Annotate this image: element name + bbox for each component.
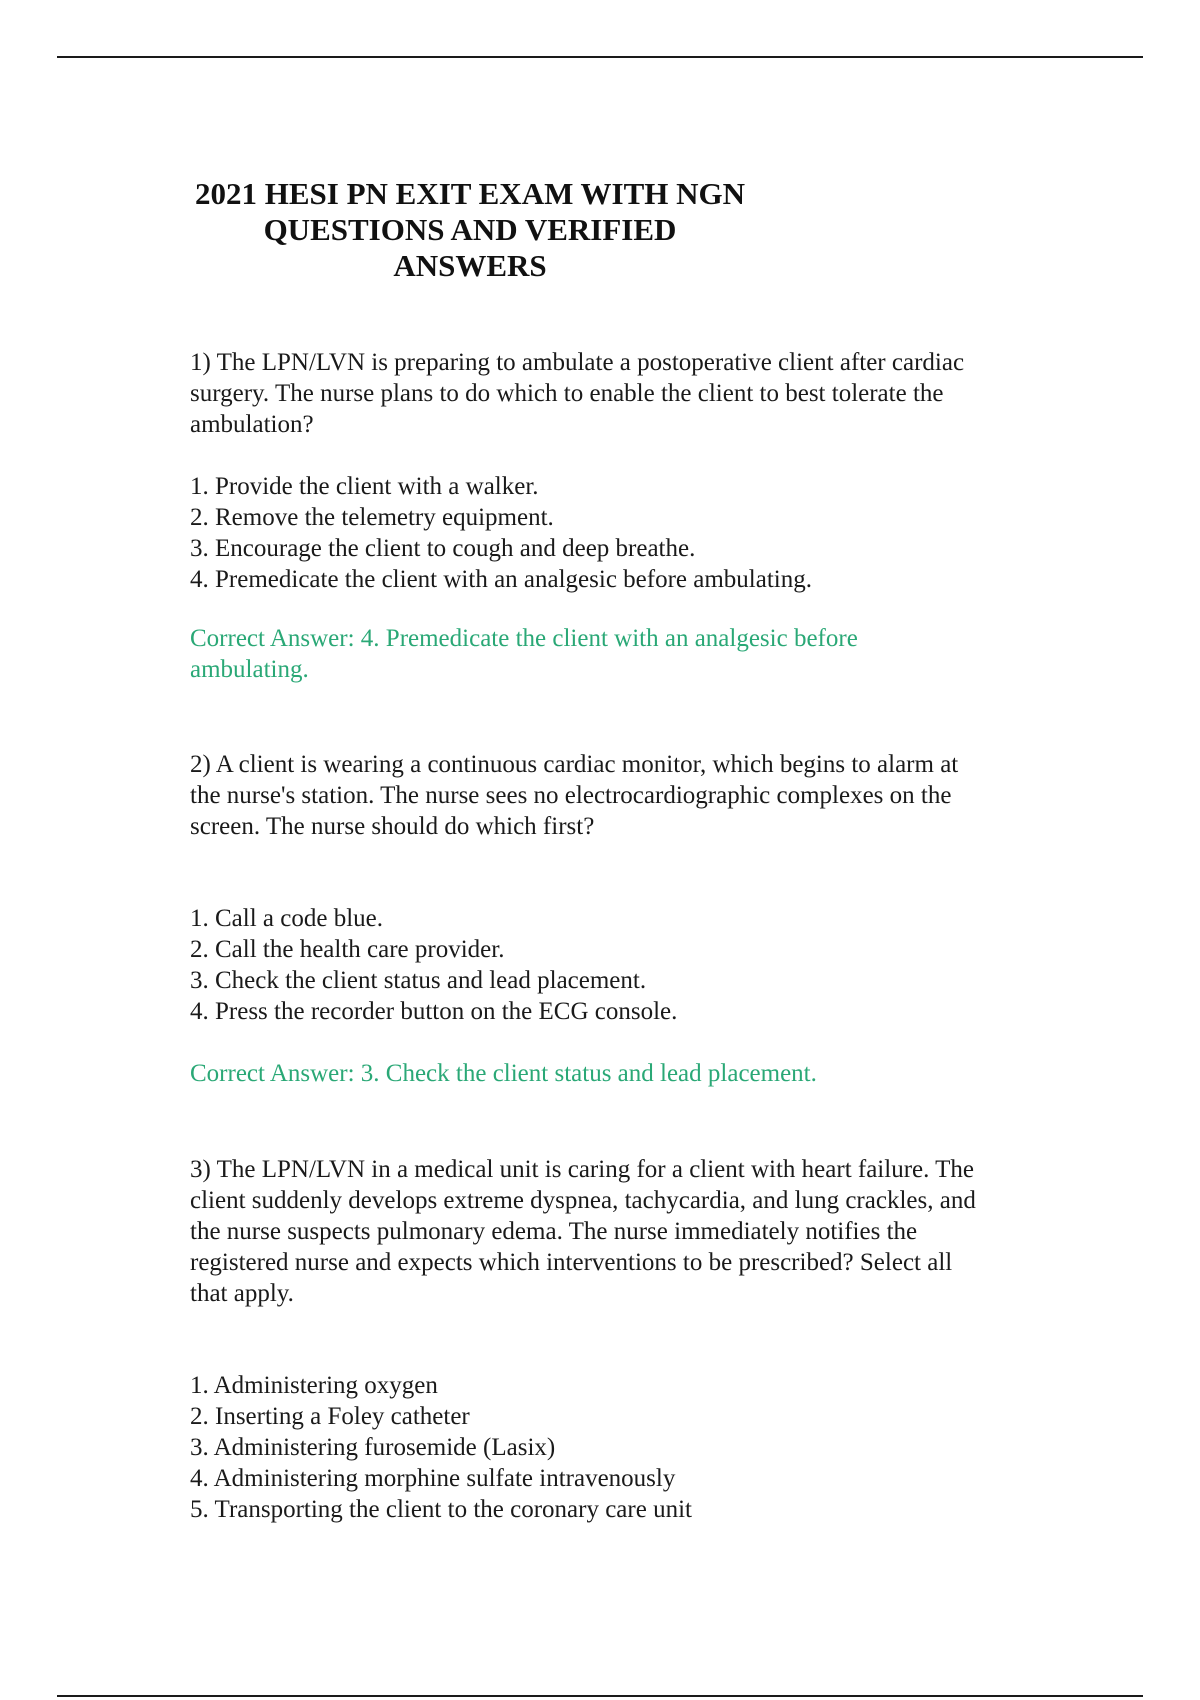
option-item: 3. Encourage the client to cough and deep breathe. — [190, 535, 696, 562]
option-item: 1. Call a code blue. — [190, 905, 383, 932]
question-2 — [190, 749, 990, 1087]
title-line-1: 2021 HESI PN EXIT EXAM WITH NGN — [194, 176, 746, 211]
question-1-correct-answer: Correct Answer: 4. Premedicate the client with an analgesic before ambulating. — [190, 625, 858, 683]
option-item: 1. Provide the client with a walker. — [190, 473, 539, 500]
question-3 — [190, 1154, 990, 1523]
question-3-options — [190, 1370, 990, 1525]
top-divider — [57, 56, 1143, 58]
bottom-divider — [57, 1695, 1143, 1697]
option-item: 4. Press the recorder button on the ECG console. — [190, 998, 678, 1025]
title-line-3: ANSWERS — [393, 248, 547, 283]
question-1-options — [190, 471, 990, 595]
option-item: 5. Transporting the client to the coronary care unit — [190, 1496, 692, 1523]
option-item: 4. Premedicate the client with an analgesic before ambulating. — [190, 566, 812, 593]
option-item: 3. Check the client status and lead placement. — [190, 967, 647, 994]
question-2-text: 2) A client is wearing a continuous cardiac monitor, which begins to alarm at the nurse's station. The nurse sees no electrocardiographic complexes on the screen. The nurse should do which first? — [190, 751, 959, 840]
option-item: 2. Inserting a Foley catheter — [190, 1403, 470, 1430]
title-line-2: QUESTIONS AND VERIFIED — [263, 212, 677, 247]
document-title — [160, 176, 780, 284]
option-item: 3. Administering furosemide (Lasix) — [190, 1434, 556, 1461]
option-item: 4. Administering morphine sulfate intravenously — [190, 1465, 676, 1492]
option-item: 2. Call the health care provider. — [190, 936, 505, 963]
question-2-correct-answer: Correct Answer: 3. Check the client status and lead placement. — [190, 1060, 817, 1087]
question-1-text: 1) The LPN/LVN is preparing to ambulate a postoperative client after cardiac surgery. The nurse plans to do which to enable the client to best tolerate the ambulation? — [190, 349, 965, 438]
question-1 — [190, 347, 990, 683]
question-2-options — [190, 903, 990, 1027]
question-3-text: 3) The LPN/LVN in a medical unit is caring for a client with heart failure. The client suddenly develops extreme dyspnea, tachycardia, and lung crackles, and the nurse suspects pulmonary edema. The nurse immediately notifies the registered nurse and expects which interventions to be prescribed? Select all that apply. — [190, 1156, 976, 1307]
option-item: 1. Administering oxygen — [190, 1372, 438, 1399]
option-item: 2. Remove the telemetry equipment. — [190, 504, 554, 531]
